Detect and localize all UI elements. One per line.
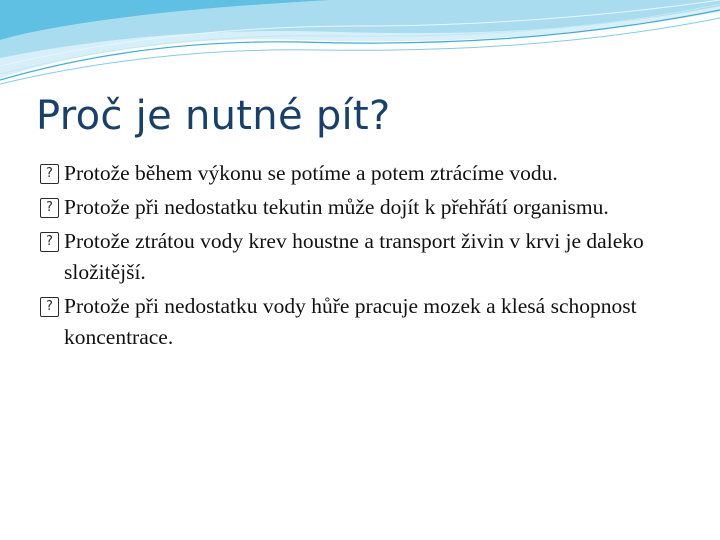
bullet-item xyxy=(38,291,678,353)
bullet-text: Protože při nedostatku vody hůře pracuje mozek a klesá schopnost koncentrace. xyxy=(64,294,637,349)
bullet-marker-icon: ? xyxy=(40,297,59,317)
bullet-text: Protože během výkonu se potíme a potem ztrácíme vodu. xyxy=(64,161,558,185)
header-wave-decoration xyxy=(0,0,720,90)
bullet-text: Protože při nedostatku tekutin může dojít k přehřátí organismu. xyxy=(64,195,609,219)
bullet-item xyxy=(38,192,678,223)
bullet-marker-icon: ? xyxy=(40,232,59,252)
bullet-marker-icon: ? xyxy=(40,164,59,184)
bullet-item xyxy=(38,158,678,189)
slide-title: Proč je nutné pít? xyxy=(36,93,391,139)
bullet-item xyxy=(38,226,678,288)
bullet-list xyxy=(38,158,678,356)
bullet-marker-icon: ? xyxy=(40,198,59,218)
bullet-text: Protože ztrátou vody krev houstne a transport živin v krvi je daleko složitější. xyxy=(64,229,644,284)
